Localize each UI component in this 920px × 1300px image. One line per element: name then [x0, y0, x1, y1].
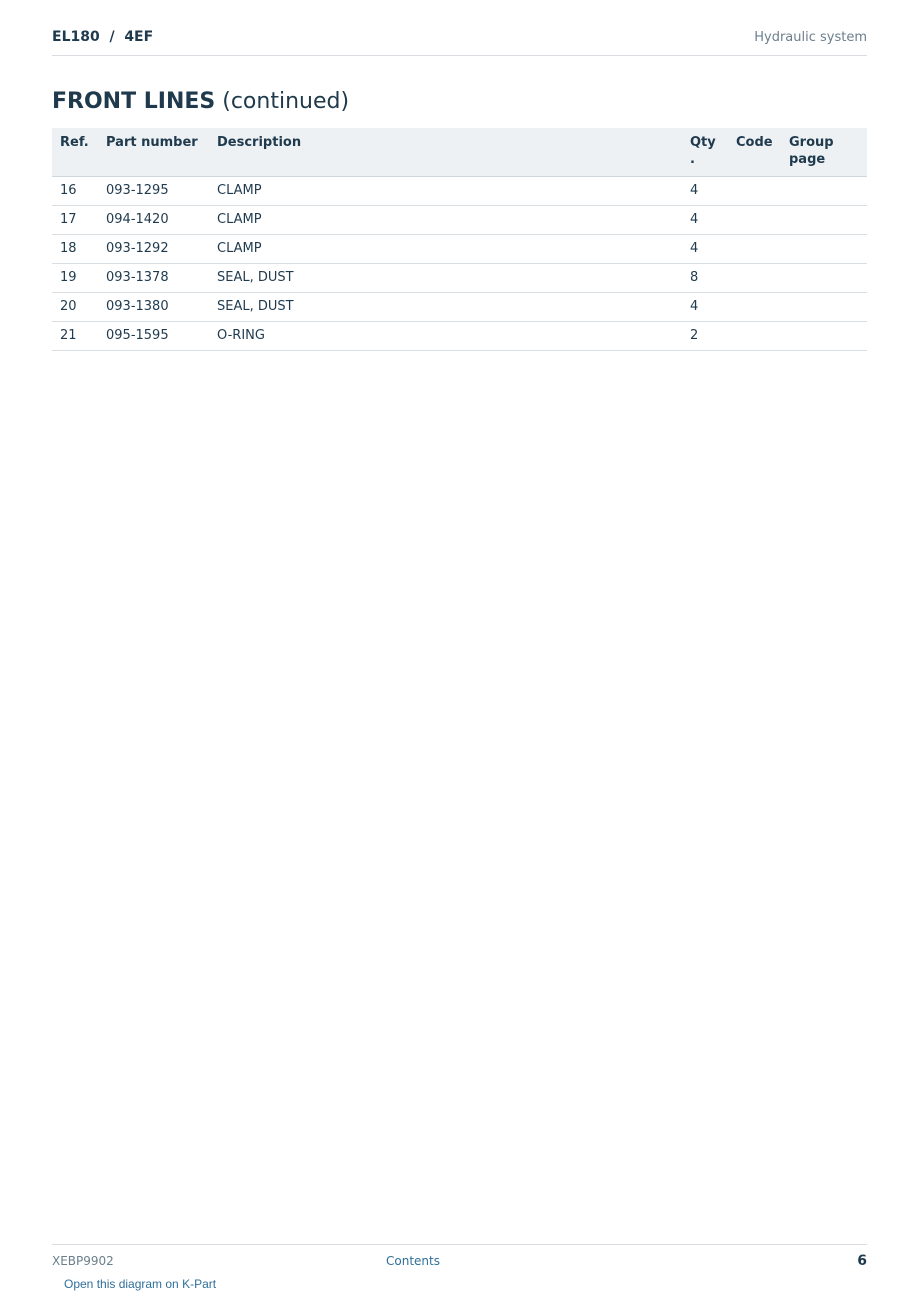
cell-part-number: 094-1420 — [98, 206, 209, 235]
cell-part-number: 093-1378 — [98, 264, 209, 293]
cell-part-number: 093-1292 — [98, 235, 209, 264]
cell-part-number: 093-1380 — [98, 293, 209, 322]
column-header-group-page: Group page — [781, 128, 867, 177]
cell-ref: 21 — [52, 322, 98, 351]
cell-group-page — [781, 177, 867, 206]
column-header-code: Code — [728, 128, 781, 177]
cell-group-page — [781, 206, 867, 235]
cell-code — [728, 322, 781, 351]
column-header-part-number: Part number — [98, 128, 209, 177]
page-number: 6 — [857, 1253, 867, 1269]
table-row — [52, 177, 867, 206]
cell-qty: 8 — [682, 264, 728, 293]
title-sub: (continued) — [222, 89, 350, 114]
page-header — [52, 28, 867, 56]
cell-description: CLAMP — [209, 206, 682, 235]
cell-group-page — [781, 264, 867, 293]
cell-ref: 17 — [52, 206, 98, 235]
cell-code — [728, 206, 781, 235]
cell-ref: 20 — [52, 293, 98, 322]
model-code: EL180 / 4EF — [52, 29, 154, 45]
contents-link[interactable]: Contents — [386, 1254, 440, 1268]
cell-part-number: 095-1595 — [98, 322, 209, 351]
cell-ref: 19 — [52, 264, 98, 293]
page-title — [52, 89, 349, 114]
cell-qty: 4 — [682, 177, 728, 206]
cell-group-page — [781, 322, 867, 351]
cell-qty: 2 — [682, 322, 728, 351]
cell-ref: 16 — [52, 177, 98, 206]
cell-qty: 4 — [682, 206, 728, 235]
cell-code — [728, 235, 781, 264]
parts-table — [52, 128, 867, 351]
column-header-description: Description — [209, 128, 682, 177]
cell-description: SEAL, DUST — [209, 264, 682, 293]
cell-qty: 4 — [682, 235, 728, 264]
cell-code — [728, 177, 781, 206]
cell-group-page — [781, 293, 867, 322]
cell-description: CLAMP — [209, 235, 682, 264]
title-main: FRONT LINES — [52, 89, 216, 114]
table-row — [52, 264, 867, 293]
column-header-qty: Qty . — [682, 128, 728, 177]
cell-qty: 4 — [682, 293, 728, 322]
column-header-ref: Ref. — [52, 128, 98, 177]
table-header-row — [52, 128, 867, 177]
cell-code — [728, 264, 781, 293]
table-row — [52, 293, 867, 322]
table-row — [52, 206, 867, 235]
document-id: XEBP9902 — [52, 1254, 114, 1268]
cell-description: O-RING — [209, 322, 682, 351]
cell-ref: 18 — [52, 235, 98, 264]
kpart-diagram-link[interactable]: Open this diagram on K-Part — [64, 1277, 217, 1291]
cell-code — [728, 293, 781, 322]
section-name: Hydraulic system — [754, 30, 867, 45]
page-footer — [52, 1244, 867, 1291]
cell-group-page — [781, 235, 867, 264]
cell-description: CLAMP — [209, 177, 682, 206]
cell-description: SEAL, DUST — [209, 293, 682, 322]
cell-part-number: 093-1295 — [98, 177, 209, 206]
table-row — [52, 322, 867, 351]
table-row — [52, 235, 867, 264]
